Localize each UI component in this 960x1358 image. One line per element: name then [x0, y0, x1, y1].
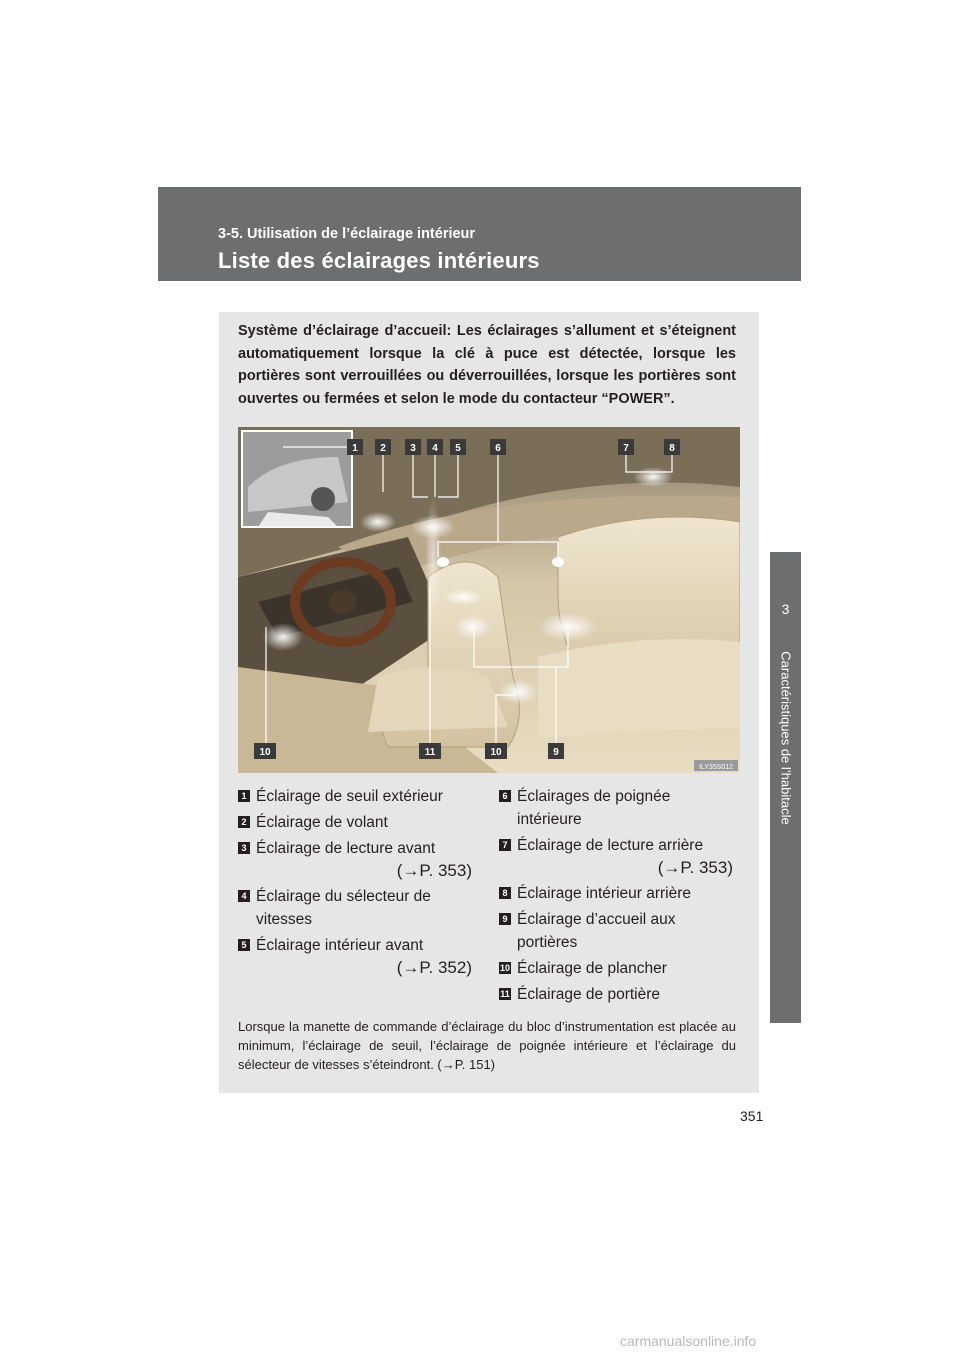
- legend-text: Éclairage du sélecteur de vitesses: [256, 888, 431, 928]
- figure-code: ILY35S012: [698, 764, 734, 771]
- legend-item: [238, 885, 472, 931]
- callout-8: 8: [669, 443, 675, 454]
- legend-item: [499, 882, 733, 905]
- callout-3: 3: [410, 443, 416, 454]
- callout-10-left: 10: [259, 747, 271, 758]
- legend-item: [238, 785, 472, 808]
- legend-item: [499, 983, 733, 1006]
- chapter-title: Caractéristiques de l’habitacle: [778, 651, 794, 825]
- legend-number: 1: [238, 790, 250, 802]
- legend-item: [238, 837, 472, 882]
- legend-text: Éclairage de lecture avant: [256, 840, 436, 857]
- legend-item: [238, 934, 472, 979]
- callout-10-right: 10: [490, 747, 502, 758]
- legend-text: Éclairage de volant: [256, 814, 388, 831]
- legend-text: Éclairage intérieur arrière: [517, 885, 692, 902]
- footnote: Lorsque la manette de commande d’éclairage du bloc d’instrumentation est placée au minimum, l’éclairage de seuil, l’éclairage de poignée intérieure et l’éclairage du sélecteur de vitesses s’éteindront. (→P. 151): [238, 1019, 736, 1072]
- page-number: 351: [740, 1108, 764, 1124]
- interior-lights-figure: [238, 427, 740, 773]
- watermark[interactable]: carmanualsonline.info: [620, 1333, 757, 1349]
- legend-number: 11: [500, 989, 510, 999]
- page-reference: (→P. 353): [657, 858, 733, 877]
- legend-number: 9: [499, 913, 511, 925]
- callout-4: 4: [432, 443, 438, 454]
- page-reference: (→P. 352): [396, 958, 472, 977]
- callout-11: 11: [424, 747, 436, 758]
- car-interior-illustration: [238, 427, 740, 773]
- legend-item: [499, 834, 733, 879]
- callout-9: 9: [553, 747, 559, 758]
- callout-7: 7: [623, 443, 629, 454]
- legend-text: Éclairage de seuil extérieur: [256, 788, 443, 805]
- legend-text: Éclairage de lecture arrière: [517, 837, 704, 854]
- legend-item: [238, 811, 472, 834]
- legend-text: Éclairage intérieur avant: [256, 937, 424, 954]
- legend-text: Éclairage d’accueil aux portières: [517, 911, 676, 951]
- legend-number: 6: [499, 790, 511, 802]
- legend-number: 4: [238, 890, 250, 902]
- intro-paragraph: Système d’éclairage d’accueil: Les éclairages s’allument et s’éteignent automatiquement lorsque la clé à puce est détectée, lorsque les portières sont verrouillées ou déverrouillées, lorsque les portières sont ouvertes ou fermées et selon le mode du contacteur “POWER”.: [238, 323, 736, 407]
- legend-number: 10: [499, 963, 510, 973]
- legend-text: Éclairage de portière: [517, 986, 661, 1003]
- page-reference: (→P. 353): [396, 861, 472, 880]
- callout-6: 6: [495, 443, 501, 454]
- legend-right-column: [499, 785, 733, 1009]
- legend-item: [499, 908, 733, 954]
- legend-item: [499, 785, 733, 831]
- chapter-number: 3: [781, 601, 790, 617]
- page-title: Liste des éclairages intérieurs: [218, 248, 540, 273]
- callout-2: 2: [380, 443, 386, 454]
- legend-number: 8: [499, 887, 511, 899]
- legend-item: [499, 957, 733, 980]
- section-label: 3-5. Utilisation de l’éclairage intérieur: [218, 226, 476, 242]
- legend-number: 2: [238, 816, 250, 828]
- legend-number: 7: [499, 839, 511, 851]
- legend-text: Éclairage de plancher: [517, 960, 667, 977]
- callout-1: 1: [352, 443, 358, 454]
- legend-text: Éclairages de poignée intérieure: [517, 788, 671, 828]
- legend-number: 5: [238, 939, 250, 951]
- callout-5: 5: [455, 443, 461, 454]
- legend-number: 3: [238, 842, 250, 854]
- legend-left-column: [238, 785, 472, 982]
